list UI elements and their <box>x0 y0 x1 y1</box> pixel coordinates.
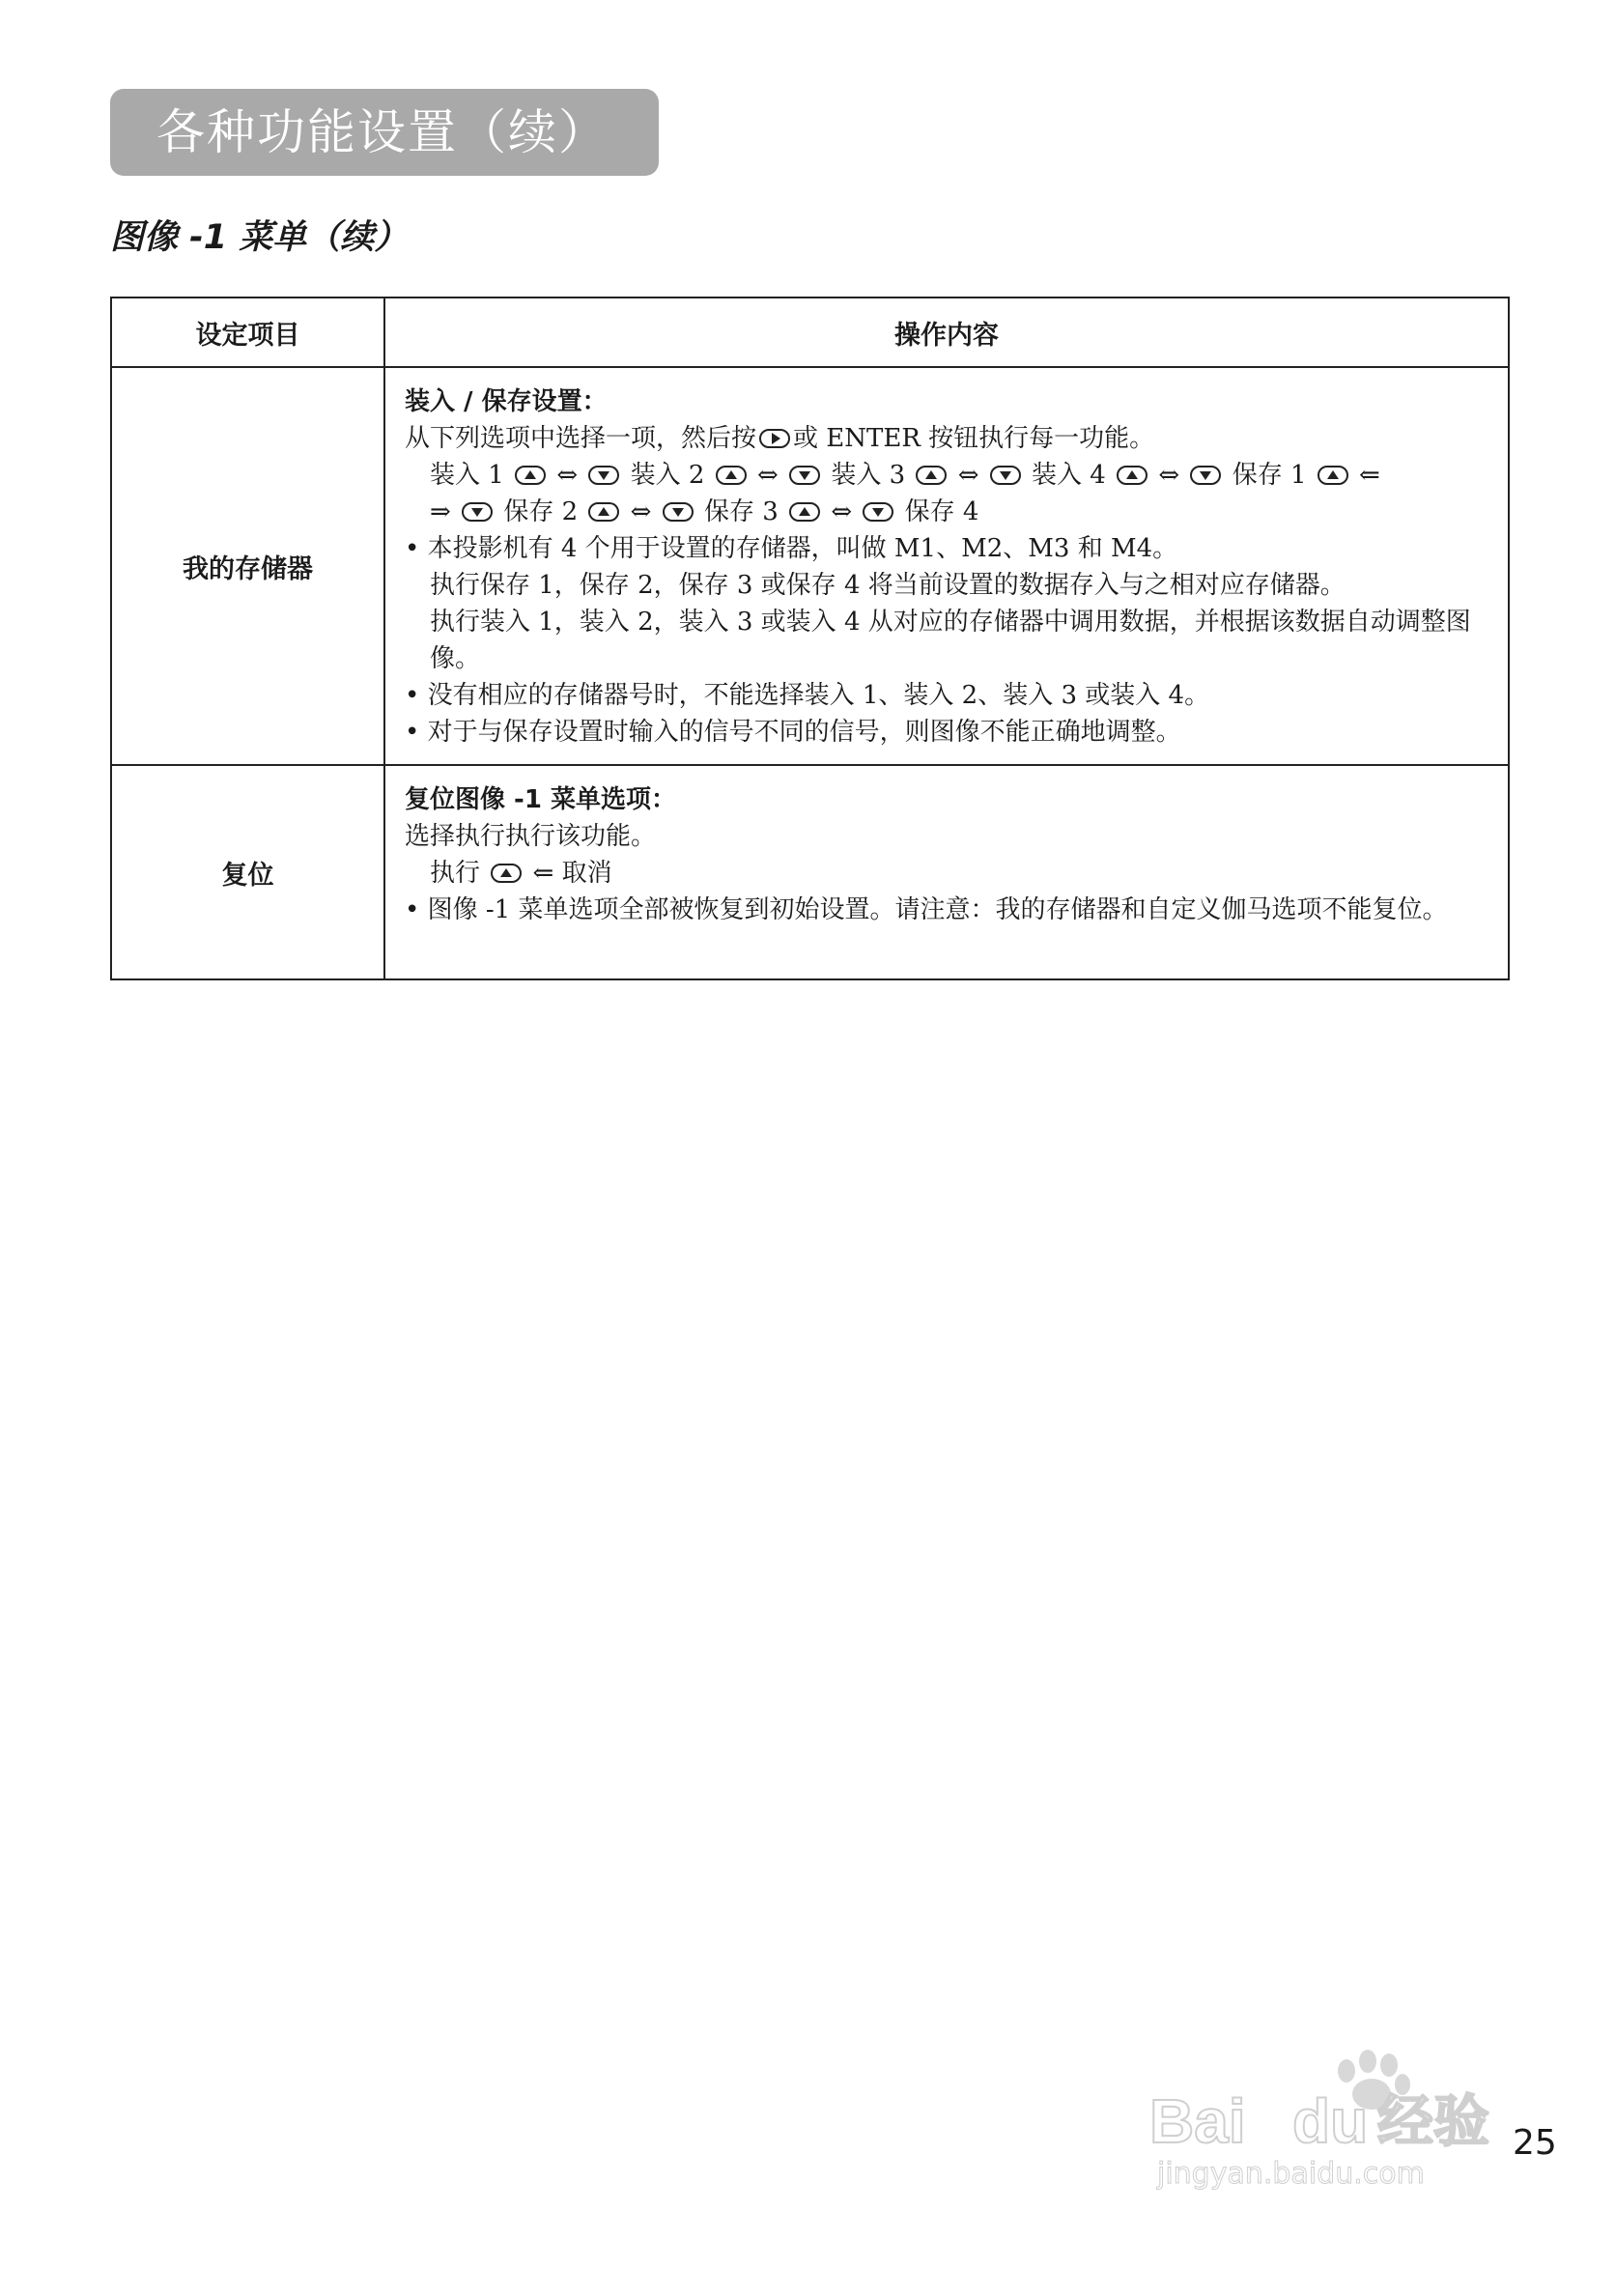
down-arrow-button-icon <box>462 502 493 522</box>
option-cancel: ⇐ 取消 <box>532 859 612 888</box>
up-arrow-button-icon <box>716 466 747 485</box>
text: 或 ENTER 按钮执行每一功能。 <box>793 424 1155 453</box>
up-arrow-button-icon <box>916 466 947 485</box>
text: 从下列选项中选择一项，然后按 <box>405 424 757 453</box>
table-row <box>111 367 1509 765</box>
down-arrow-button-icon <box>663 502 694 522</box>
option-execute: 执行 <box>430 859 481 888</box>
bullet-continuation: 执行保存 1，保存 2，保存 3 或保存 4 将当前设置的数据存入与之相对应存储器。 <box>430 571 1346 600</box>
double-arrow-icon: ⇔ <box>556 461 579 490</box>
left-arrow-icon: ⇐ <box>1359 461 1380 490</box>
bullet-continuation: 执行装入 1，装入 2，装入 3 或装入 4 从对应的存储器中调用数据，并根据该数据自动调整图像。 <box>430 608 1471 673</box>
content-heading: 复位图像 -1 菜单选项： <box>405 785 676 814</box>
option-save-3: 保存 3 <box>704 497 779 526</box>
up-arrow-button-icon <box>1318 466 1348 485</box>
up-arrow-button-icon <box>1117 466 1148 485</box>
sequence-line-1 <box>405 457 1488 494</box>
double-arrow-icon: ⇔ <box>831 497 853 526</box>
double-arrow-icon: ⇔ <box>1158 461 1180 490</box>
option-save-1: 保存 1 <box>1232 461 1307 490</box>
down-arrow-button-icon <box>990 466 1021 485</box>
watermark-brand: Bai <box>1149 2086 1246 2156</box>
down-arrow-button-icon <box>789 466 820 485</box>
settings-table <box>110 297 1510 980</box>
watermark-brand-du: du <box>1292 2086 1369 2156</box>
double-arrow-icon: ⇔ <box>757 461 779 490</box>
bullet-item: • 对于与保存设置时输入的信号不同的信号，则图像不能正确地调整。 <box>405 718 1181 747</box>
baidu-jingyan-watermark <box>1149 2038 1516 2193</box>
bullet-item: • 图像 -1 菜单选项全部被恢复到初始设置。请注意：我的存储器和自定义伽马选项不能复位。 <box>405 895 1448 924</box>
execute-line <box>405 855 1488 892</box>
double-arrow-icon: ⇔ <box>957 461 979 490</box>
header-setting-item: 设定项目 <box>111 298 384 367</box>
watermark-url: jingyan.baidu.com <box>1157 2157 1425 2191</box>
row-content-my-memory <box>384 367 1509 765</box>
content-line: 选择执行执行该功能。 <box>405 822 657 851</box>
option-load-3: 装入 3 <box>831 461 906 490</box>
up-arrow-button-icon <box>515 466 546 485</box>
table-header-row <box>111 298 1509 367</box>
content-heading: 装入 / 保存设置： <box>405 387 608 416</box>
section-title-banner: 各种功能设置（续） <box>110 89 659 176</box>
up-arrow-button-icon <box>588 502 619 522</box>
option-save-2: 保存 2 <box>503 497 579 526</box>
down-arrow-button-icon <box>588 466 619 485</box>
content-line <box>405 420 1488 457</box>
option-save-4: 保存 4 <box>904 497 979 526</box>
header-operation: 操作内容 <box>384 298 1509 367</box>
row-item-my-memory: 我的存储器 <box>111 367 384 765</box>
down-arrow-button-icon <box>1190 466 1221 485</box>
sequence-line-2 <box>405 494 1488 530</box>
right-arrow-button-icon <box>759 429 790 448</box>
bullet-item: • 没有相应的存储器号时，不能选择装入 1、装入 2、装入 3 或装入 4。 <box>405 681 1210 710</box>
table-row <box>111 765 1509 979</box>
page-subtitle: 图像 -1 菜单（续） <box>110 218 409 257</box>
bullet-item: • 本投影机有 4 个用于设置的存储器，叫做 M1、M2、M3 和 M4。 <box>405 534 1178 563</box>
row-item-reset: 复位 <box>111 765 384 979</box>
up-arrow-button-icon <box>789 502 820 522</box>
down-arrow-button-icon <box>863 502 893 522</box>
option-load-1: 装入 1 <box>430 461 504 490</box>
double-arrow-icon: ⇔ <box>630 497 652 526</box>
right-arrow-icon: ⇒ <box>430 497 451 526</box>
watermark-brand-cn: 经验 <box>1377 2088 1490 2154</box>
row-content-reset <box>384 765 1509 979</box>
page-number: 25 <box>1513 2123 1557 2163</box>
up-arrow-button-icon <box>491 864 522 883</box>
option-load-4: 装入 4 <box>1032 461 1106 490</box>
option-load-2: 装入 2 <box>630 461 705 490</box>
